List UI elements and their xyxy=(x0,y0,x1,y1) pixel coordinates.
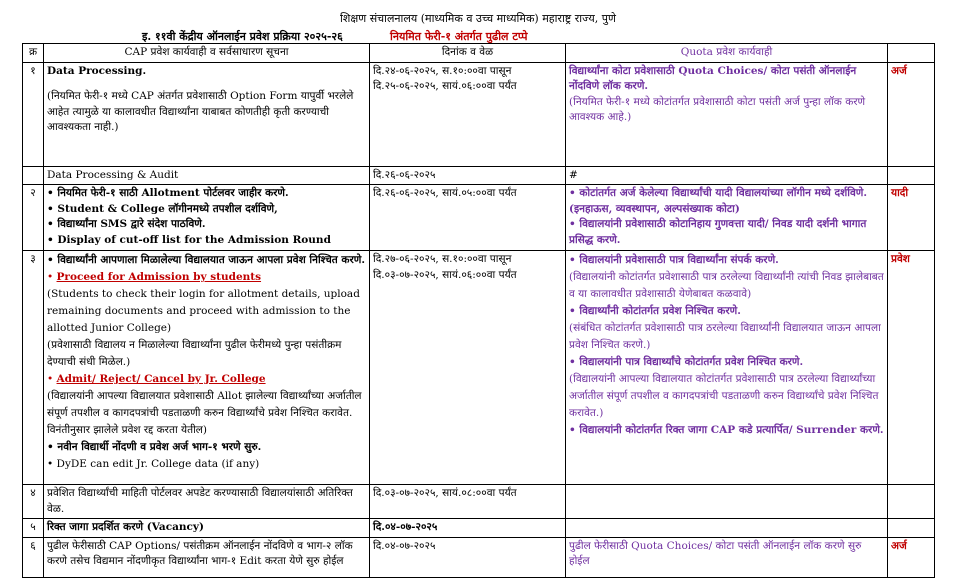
table-header-row xyxy=(23,44,935,63)
quota-cell xyxy=(566,251,888,485)
row-num: १ xyxy=(23,62,44,166)
table-row xyxy=(23,519,935,538)
cap-cell: पुढील फेरीसाठी CAP Options/ पसंतीक्रम ऑनलाईन नोंदविणे व भाग-२ लॉक करणे तसेच विद्यमान नोंदणीकृत विद्यार्थ्यांना भाग-१ Edit करता येणे सुरु होईल xyxy=(44,537,370,577)
quota-cell: # xyxy=(566,166,888,185)
row-num: ३ xyxy=(23,251,44,485)
col-header-cap: CAP प्रवेश कार्यवाही व सर्वसाधारण सूचना xyxy=(44,44,370,63)
date-cell xyxy=(370,251,566,485)
quota-cell xyxy=(566,185,888,251)
cap-item: • नवीन विद्यार्थी नोंदणी व प्रवेश अर्ज भाग-१ भरणे सुरु. xyxy=(47,441,262,453)
stage-tag: अर्ज xyxy=(888,62,935,166)
table-row xyxy=(23,537,935,577)
quota-cell xyxy=(566,62,888,166)
cap-cell: • विद्यार्थ्यांनी आपणाला मिळालेल्या विद्यालयात जाऊन आपला प्रवेश निश्चित करणे. • Proceed for Admission by students (Students to check their login for allotment details, upload remaining documents and proceed with admission to the allotted Junior College) (प्रवेशासाठी विद्यालय न मिळालेल्या विद्यार्थ्यांना पुढील फेरीमध्ये पुन्हा पसंतीक्रम देण्याची संधी मिळेल.) • Admit/ Reject/ Cancel by Jr. College (विद्यालयांनी आपल्या विद्यालयात प्रवेशासाठी Allot झालेल्या विद्यार्थ्यांच्या अर्जातील संपूर्ण तपशील व कागदपत्रांची पडताळणी करुन विद्यार्थ्यांचे प्रवेश निश्चित करावेत. विनंतीनुसार झालेले प्रवेश रद्द करता येतील) • नवीन विद्यार्थी नोंदणी व प्रवेश अर्ज भाग-१ भरणे सुरु. • DyDE can edit Jr. College data (if any) xyxy=(44,251,370,485)
date-to: दि.२५-०६-२०२५, सायं.०६:००वा पर्यंत xyxy=(373,80,517,92)
admit-reject-cancel-link[interactable]: Admit/ Reject/ Cancel by Jr. College xyxy=(56,373,266,385)
quota-item: • विद्यालयांनी कोटांतर्गत रिक्त जागा CAP कडे प्रत्यार्पित/ Surrender करणे. xyxy=(569,424,884,436)
date-to: दि.०३-०७-२०२५, सायं.०६:००वा पर्यंत xyxy=(373,268,517,281)
stage-tag xyxy=(888,166,935,185)
quota-item: • विद्यार्थ्यांनी कोटांतर्गत प्रवेश निश्चित करणे. xyxy=(569,305,741,317)
stage-tag: अर्ज xyxy=(888,537,935,577)
row-num xyxy=(23,166,44,185)
date-cell: दि.०४-०७-२०२५ xyxy=(370,537,566,577)
header-round-title: नियमित फेरी-१ अंतर्गत पुढील टप्पे xyxy=(390,30,528,43)
row-num: ५ xyxy=(23,519,44,538)
cap-note: (प्रवेशासाठी विद्यालय न मिळालेल्या विद्यार्थ्यांना पुढील फेरीमध्ये पुन्हा पसंतीक्रम देण्याची संधी मिळेल.) xyxy=(47,339,342,368)
cap-title: Data Processing. xyxy=(47,64,147,77)
stage-tag: प्रवेश xyxy=(888,251,935,485)
date-cell: दि.२६-०६-२०२५ xyxy=(370,166,566,185)
quota-item: • विद्यालयांनी प्रवेशासाठी कोटानिहाय गुणवत्ता यादी/ निवड यादी दर्शनी भागात प्रसिद्ध करणे. xyxy=(569,218,867,246)
cap-item: • नियमित फेरी-१ साठी Allotment पोर्टलवर जाहीर करणे. xyxy=(47,187,289,199)
date-cell: दि.०४-०७-२०२५ xyxy=(370,519,566,538)
cap-item: • विद्यार्थ्यांना SMS द्वारे संदेश पाठविणे. xyxy=(47,218,206,230)
table-row xyxy=(23,166,935,185)
date-cell: दि.०३-०७-२०२५, सायं.०८:००वा पर्यंत xyxy=(370,485,566,519)
table-row xyxy=(23,62,935,166)
table-row xyxy=(23,485,935,519)
cap-item: • विद्यार्थ्यांनी आपणाला मिळालेल्या विद्यालयात जाऊन आपला प्रवेश निश्चित करणे. xyxy=(47,254,366,266)
cap-cell xyxy=(44,185,370,251)
cap-cell xyxy=(44,62,370,166)
table-row xyxy=(23,185,935,251)
schedule-table xyxy=(22,43,935,578)
cap-item: • Display of cut-off list for the Admission Round xyxy=(47,233,331,246)
quota-cell xyxy=(566,519,888,538)
cap-cell: रिक्त जागा प्रदर्शित करणे (Vacancy) xyxy=(44,519,370,538)
cap-cell: Data Processing & Audit xyxy=(44,166,370,185)
date-from: दि.२७-०६-२०२५, स.१०:००वा पासून xyxy=(373,253,512,265)
col-header-tag xyxy=(888,44,935,63)
quota-item: • विद्यालयांनी पात्र विद्यार्थ्यांचे कोटांतर्गत प्रवेश निश्चित करणे. xyxy=(569,356,804,368)
row-num: २ xyxy=(23,185,44,251)
proceed-admission-link[interactable]: Proceed for Admission by students xyxy=(56,271,262,283)
quota-main: विद्यार्थ्यांना कोटा प्रवेशासाठी Quota Choices/ कोटा पसंती ऑनलाईन नोंदविणे लॉक करणे. xyxy=(569,64,857,92)
date-cell xyxy=(370,62,566,166)
date-from: दि.२४-०६-२०२५, स.१०:००वा पासून xyxy=(373,64,512,77)
header-title: शिक्षण संचालनालय (माध्यमिक व उच्च माध्यमिक) महाराष्ट्र राज्य, पुणे xyxy=(340,12,616,25)
stage-tag xyxy=(888,485,935,519)
quota-note: (नियमित फेरी-१ मध्ये कोटांतर्गत प्रवेशासाठी कोटा पसंती अर्ज पुन्हा लॉक करणे आवश्यक आहे.) xyxy=(569,95,866,123)
col-header-quota: Quota प्रवेश कार्यवाही xyxy=(566,44,888,63)
quota-cell xyxy=(566,485,888,519)
cap-note: (विद्यालयांनी आपल्या विद्यालयात प्रवेशासाठी Allot झालेल्या विद्यार्थ्यांच्या अर्जातील संपूर्ण तपशील व कागदपत्रांची पडताळणी करुन विद्यार्थ्यांचे प्रवेश निश्चित करावेत. विनंतीनुसार झालेले प्रवेश रद्द करता येतील) xyxy=(47,390,362,436)
cap-item: • Student & College लॉगीनमध्ये तपशील दर्शविणे, xyxy=(47,202,278,215)
col-header-num: क्र xyxy=(23,44,44,63)
cap-note: (नियमित फेरी-१ मध्ये CAP अंतर्गत प्रवेशासाठी Option Form यापुर्वी भरलेले आहेत त्यामुळे या कालावधीत विद्यार्थ्यांना याबाबत कोणतीही कृती करण्याची आवश्यकता नाही.) xyxy=(47,90,354,133)
header-subtitle: इ. ११वी केंद्रीय ऑनलाईन प्रवेश प्रक्रिया २०२५-२६ xyxy=(142,30,343,43)
quota-item: • विद्यालयांनी प्रवेशासाठी पात्र विद्यार्थ्यांना संपर्क करणे. xyxy=(569,254,779,266)
row-num: ४ xyxy=(23,485,44,519)
quota-note: (विद्यालयांनी आपल्या विद्यालयात कोटांतर्गत प्रवेशासाठी पात्र ठरलेल्या विद्यार्थ्यांच्या अर्जातील संपूर्ण तपशील व कागदपत्रांची पडताळणी करुन विद्यार्थ्यांचे प्रवेश निश्चित करावेत.) xyxy=(569,373,879,419)
cap-cell: प्रवेशित विद्यार्थ्यांची माहिती पोर्टलवर अपडेट करण्यासाठी विद्यालयांसाठी अतिरिक्त वेळ. xyxy=(44,485,370,519)
cap-item: • DyDE can edit Jr. College data (if any) xyxy=(47,458,260,470)
quota-note: (विद्यालयांनी कोटांतर्गत प्रवेशासाठी पात्र ठरलेल्या विद्यार्थ्यांनी त्यांची निवड झालेबाबत व या कालावधीत प्रवेशासाठी येणेबाबत कळवावे) xyxy=(569,271,884,300)
row-num: ६ xyxy=(23,537,44,577)
stage-tag xyxy=(888,519,935,538)
date-cell: दि.२६-०६-२०२५, सायं.०५:००वा पर्यंत xyxy=(370,185,566,251)
quota-cell: पुढील फेरीसाठी Quota Choices/ कोटा पसंती ऑनलाईन लॉक करणे सुरु होईल xyxy=(566,537,888,577)
quota-item: • कोटांतर्गत अर्ज केलेल्या विद्यार्थ्यांची यादी विद्यालयांच्या लॉगीन मध्ये दर्शविणे. (इनहाऊस, व्यवस्थापन, अल्पसंख्याक कोटा) xyxy=(569,187,868,215)
table-row xyxy=(23,251,935,485)
stage-tag: यादी xyxy=(888,185,935,251)
quota-note: (संबंधित कोटांतर्गत प्रवेशासाठी पात्र ठरलेल्या विद्यार्थ्यांनी विद्यालयात जाऊन आपला प्रवेश निश्चित करणे.) xyxy=(569,322,881,351)
cap-note: (Students to check their login for allotment details, upload remaining documents and proceed with admission to the allotted Junior College) xyxy=(47,288,360,334)
col-header-date: दिनांक व वेळ xyxy=(370,44,566,63)
